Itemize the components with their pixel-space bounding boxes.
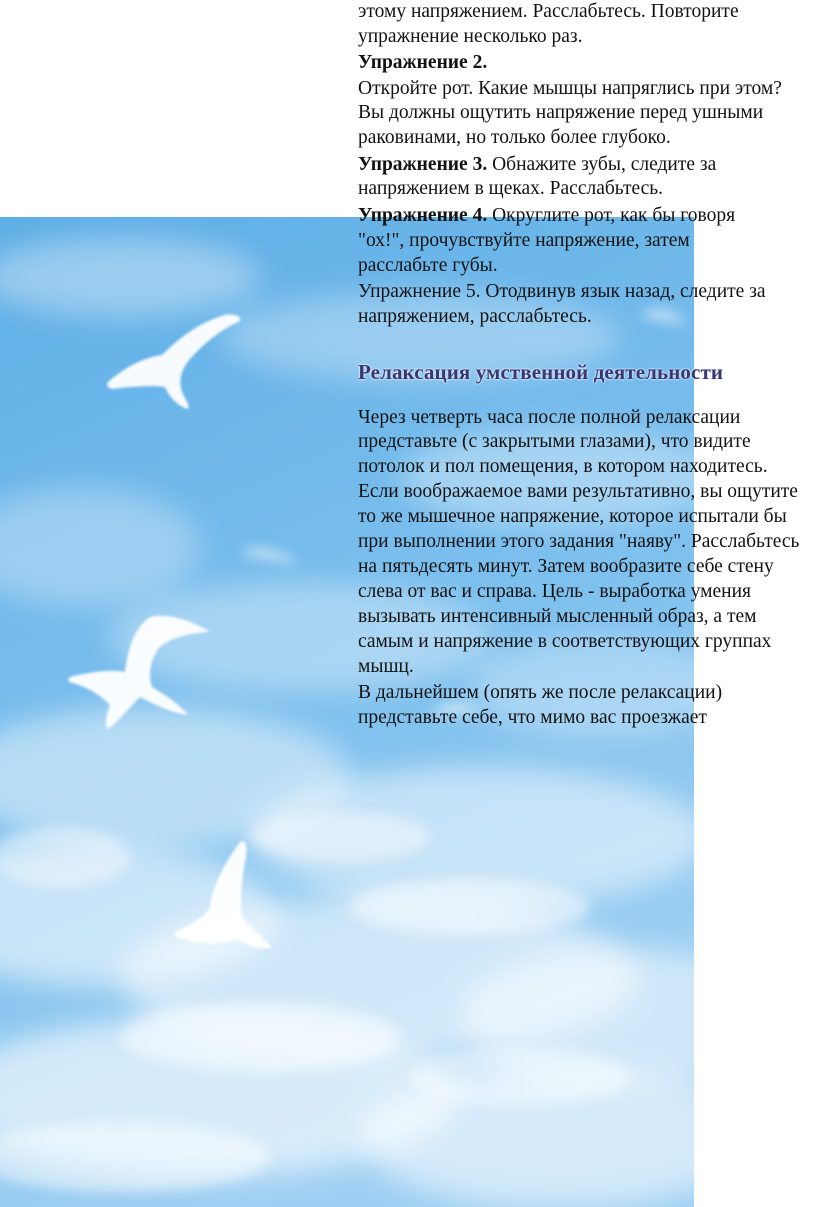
paragraph-line: Через четверть часа после полной релаксации bbox=[358, 407, 741, 428]
paragraph-line: мышц. bbox=[358, 656, 414, 677]
text-line-1: этому напряжением. Расслабьтесь. Повторите bbox=[358, 1, 739, 22]
text-line-13: напряжением, расслабьтесь. bbox=[358, 306, 592, 327]
text-line-10: "ох!", прочувствуйте напряжение, затем bbox=[358, 230, 690, 251]
exercise-4-line: Упражнение 4. Округлите рот, как бы говоря bbox=[358, 205, 736, 226]
paragraph-line: представьте (с закрытыми глазами), что видите bbox=[358, 431, 751, 452]
paragraph-line: потолок и пол помещения, в котором находитесь. bbox=[358, 456, 768, 477]
document-text bbox=[358, 0, 816, 1207]
paragraph-line: слева от вас и справа. Цель - выработка умения bbox=[358, 581, 751, 602]
text-line-11: расслабьте губы. bbox=[358, 255, 498, 276]
paragraph-line: Если воображаемое вами результативно, вы ощутите bbox=[358, 481, 798, 502]
paragraph-line: представьте себе, что мимо вас проезжает bbox=[358, 707, 707, 728]
exercise-5-line: Упражнение 5. Отодвинув язык назад, следите за bbox=[358, 281, 766, 302]
section-heading: Релаксация умственной деятельности bbox=[358, 360, 724, 384]
paragraph-line: В дальнейшем (опять же после релаксации) bbox=[358, 682, 723, 703]
text-line-5: Вы должны ощутить напряжение перед ушными bbox=[358, 102, 764, 123]
paragraph-line: самым и напряжение в соответствующих группах bbox=[358, 631, 772, 652]
paragraph-line: то же мышечное напряжение, которое испытали бы bbox=[358, 506, 787, 527]
text-line-2: упражнение несколько раз. bbox=[358, 26, 583, 47]
paragraph-line: при выполнении этого задания "наяву". Расслабьтесь bbox=[358, 531, 800, 552]
text-line-4: Откройте рот. Какие мышцы напряглись при этом? bbox=[358, 78, 782, 99]
exercise-2-title: Упражнение 2. bbox=[358, 52, 488, 73]
exercise-3-line: Упражнение 3. Обнажите зубы, следите за bbox=[358, 154, 717, 175]
text-line-8: напряжением в щеках. Расслабьтесь. bbox=[358, 178, 664, 199]
paragraph-line: вызывать интенсивный мысленный образ, а тем bbox=[358, 606, 757, 627]
paragraph-line: на пятьдесять минут. Затем вообразите себе стену bbox=[358, 556, 774, 577]
text-line-6: раковинами, но только более глубоко. bbox=[358, 127, 671, 148]
